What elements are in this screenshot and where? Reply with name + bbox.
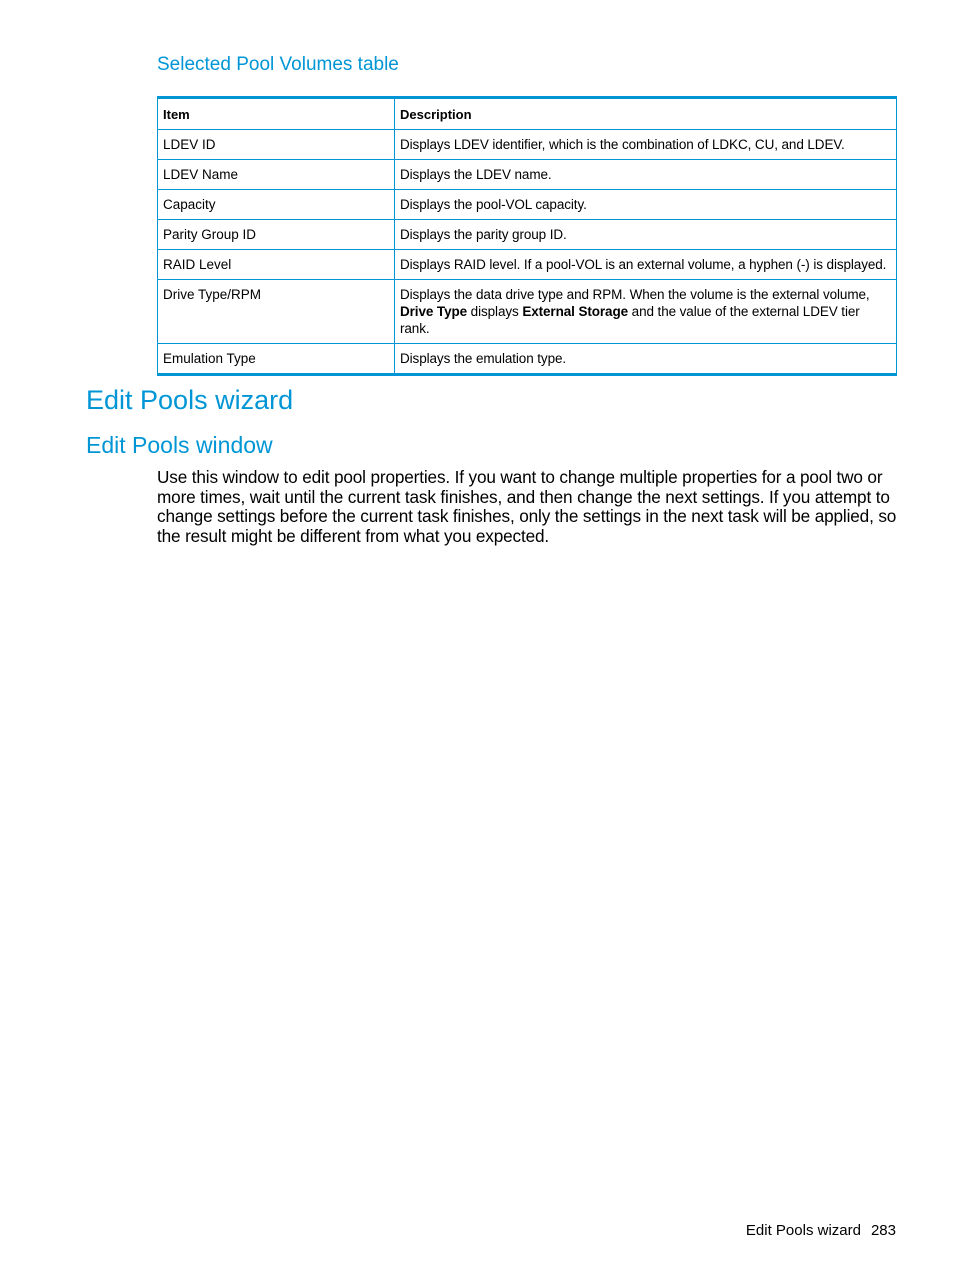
page-number: 283 (870, 1222, 896, 1239)
body-paragraph: Use this window to edit pool properties. If you want to change multiple properties for a pool two or more times, wait until the current task finishes, and then change the next settings. If you attempt to change settings before the current task finishes, only the settings in the next task will be applied, so the result might be different from what you expected. (157, 467, 897, 546)
table-row (158, 130, 897, 160)
row-description-cell: Displays RAID level. If a pool-VOL is an external volume, a hyphen (-) is displayed. (395, 250, 897, 280)
page-footer (746, 1222, 896, 1239)
row-item-cell: LDEV ID (158, 130, 395, 160)
table-row (158, 190, 897, 220)
description-text: Displays the data drive type and RPM. When the volume is the external volume, (400, 287, 870, 302)
description-text: and the value of the external LDEV tier rank. (400, 304, 860, 336)
row-item-cell: LDEV Name (158, 160, 395, 190)
row-item-cell: Capacity (158, 190, 395, 220)
table-header-row (158, 98, 897, 130)
row-item-cell: Drive Type/RPM (158, 280, 395, 344)
section-heading: Edit Pools wizard (86, 385, 294, 415)
footer-section-name: Edit Pools wizard (745, 1222, 861, 1239)
section-subheading: Edit Pools window (86, 432, 273, 458)
term-drive-type: Drive Type (400, 304, 468, 319)
table-caption: Selected Pool Volumes table (157, 54, 399, 75)
column-header-item: Item (158, 98, 395, 130)
row-item-cell: RAID Level (158, 250, 395, 280)
description-text: displays (467, 304, 523, 319)
row-description-cell: Displays the pool-VOL capacity. (395, 190, 897, 220)
table-row (158, 344, 897, 375)
selected-pool-volumes-table (157, 96, 897, 376)
term-external-storage: External Storage (522, 304, 629, 319)
table-row (158, 280, 897, 344)
table-row (158, 160, 897, 190)
row-item-cell: Parity Group ID (158, 220, 395, 250)
row-description-cell: Displays LDEV identifier, which is the combination of LDKC, CU, and LDEV. (395, 130, 897, 160)
row-description-cell: Displays the parity group ID. (395, 220, 897, 250)
row-description-cell: Displays the LDEV name. (395, 160, 897, 190)
table-row (158, 250, 897, 280)
row-description-cell: Displays the emulation type. (395, 344, 897, 375)
row-description-cell (395, 280, 897, 344)
row-item-cell: Emulation Type (158, 344, 395, 375)
table-row (158, 220, 897, 250)
column-header-description: Description (395, 98, 897, 130)
